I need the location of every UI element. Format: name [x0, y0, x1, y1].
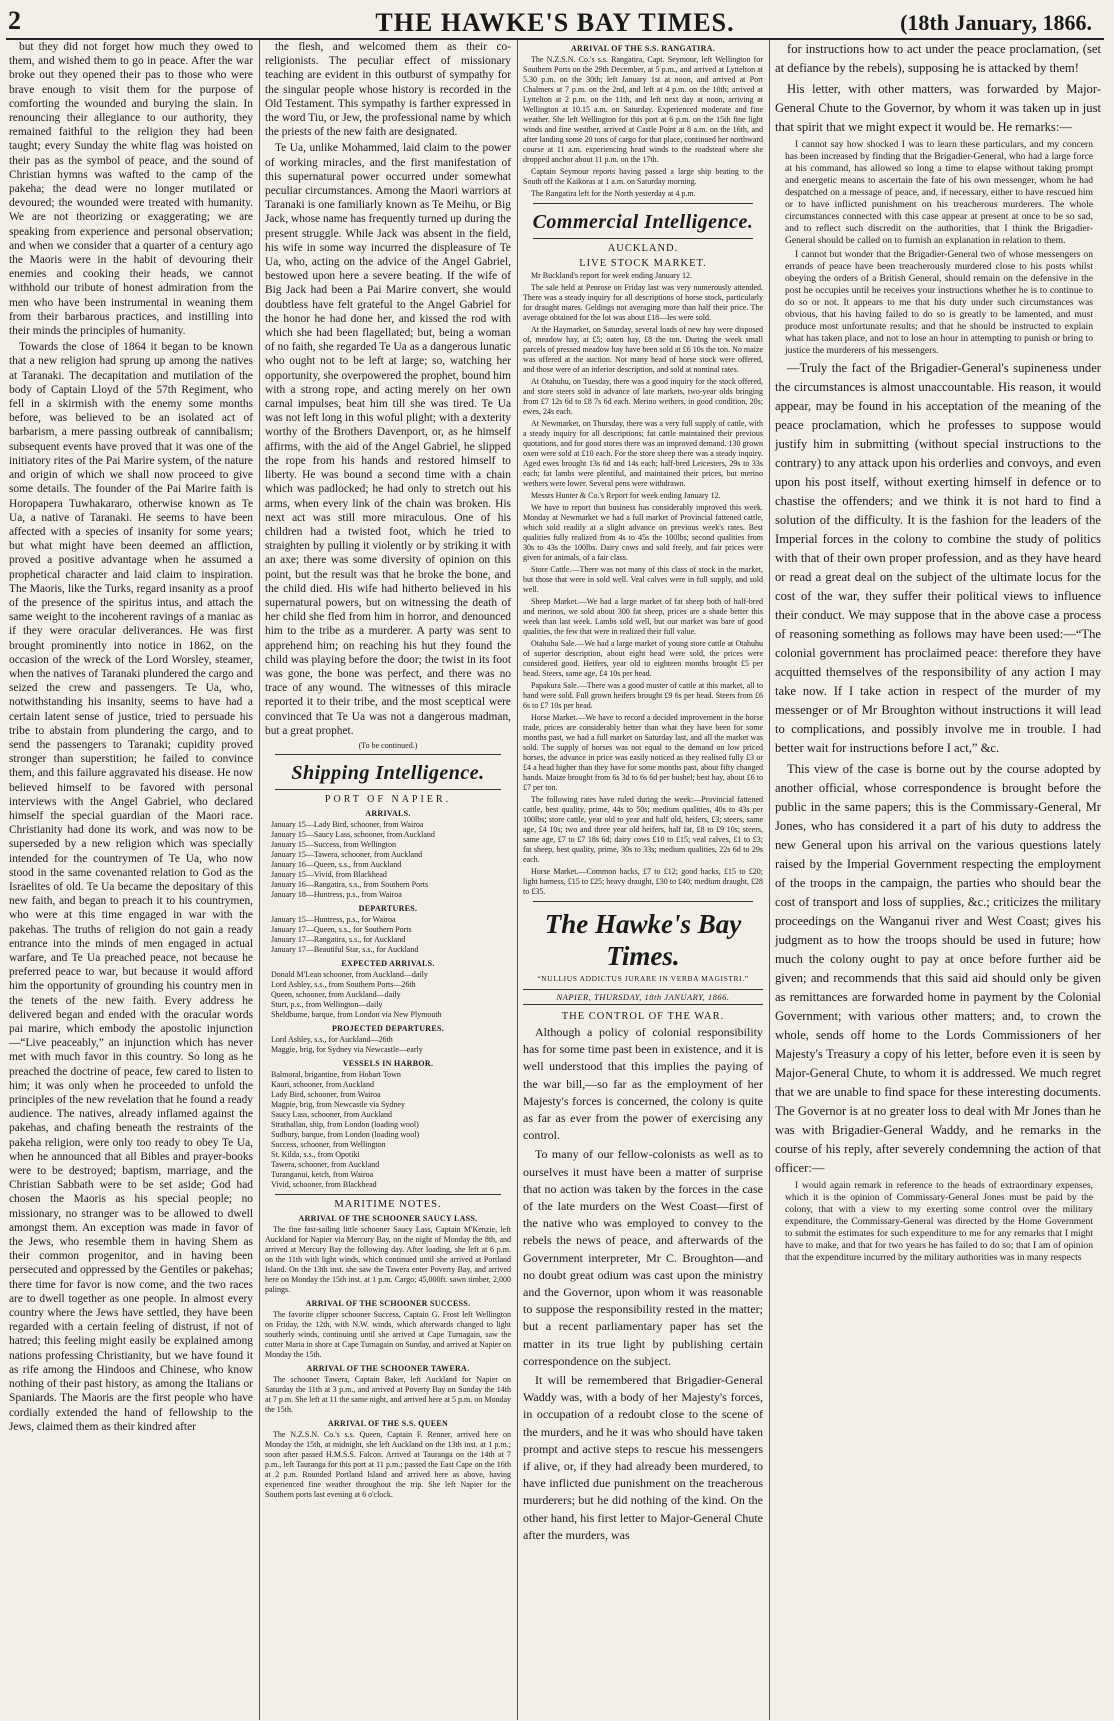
vessel-entry: Turanganui, ketch, from Wairoa [271, 1169, 374, 1179]
column-4 [772, 40, 1104, 1720]
market-paragraph: At Otahuhu, on Tuesday, there was a good inquiry for the stock offered, and store steers sold in advance of late markets, two-year olds bringing from £7 12s 6d to £8 7s 6d each. Merino wethers, in good condition, 20s; ewes, 24s each. [523, 377, 763, 416]
market-paragraph: Messrs Hunter & Co.'s Report for week ending January 12. [531, 491, 721, 500]
section-rule [533, 901, 753, 902]
masthead [6, 6, 1104, 40]
vessel-entry: St. Kilda, s.s., from Opotiki [271, 1149, 360, 1159]
leader-paragraph: Although a policy of colonial responsibility has for some time past been in existence, and it is well understood that this implies the paying of the war bill,—so far as the employment of her Majesty's forces is concerned, the colony is quite as far as ever from the power of exercising any control. [523, 1025, 763, 1143]
news-paragraph: The N.Z.S.N. Co.'s s.s. Rangatira, Capt. Seymour, left Wellington for Southern Ports on the 29th December, at 5 p.m., and arrived at Lyttelton at 5.30 p.m. on the 30th; left January 1st at noon, and arrived at Port Chalmers at 7 p.m. on the 2nd, and left at 4 p.m. on the 10th; arrived at Lyttelton at 2 p.m. on the 11th, and left next day at noon, arriving at Wellington at 10.15 a.m. on Saturday. Experienced moderate and fine weather. She left Wellington for this port at 6 p.m. on the 15th fine light winds and fine weather, arrived at Castle Point at 8 a.m. on the 16th, and after landing some 20 tons of cargo for that place, continued her northward course at 11 a.m. experiencing head winds to the roadstead where she dropped anchor about 11 p.m. on the 17th. [523, 55, 763, 164]
projected-heading: PROJECTED DEPARTURES. [331, 1023, 445, 1033]
arrivals-list [265, 820, 511, 900]
vessel-entry: Balmoral, brigantine, from Hobart Town [271, 1069, 401, 1079]
quoted-letter: I would again remark in reference to the heads of extraordinary expenses, which it is the opinion of Commissary-General Jones must be paid by the colony, that with a view to my exerting some control over the military expenditure, the Commissary-General was directed by the Home Government to submit the estimates for such expenditure to me for any remarks that I might have to make, and that for two years he has failed to do so; that I am of opinion that the expenditure incurred by the military authorities was in many respects [785, 1180, 1093, 1263]
column-2 [262, 40, 514, 1720]
auckland-heading: AUCKLAND. [607, 243, 679, 254]
market-paragraph: Otahuhu Sale.—We had a large market of young store cattle at Otahuhu of superior description, about eight head were sold, the prices were considered good. Heifers, year old to eighteen months brought £5 per head. Steers, same age, £4 10s per head. [523, 639, 763, 678]
leader-paragraph: To many of our fellow-colonists as well as to ourselves it must have been a matter of surprise that no action was taken by the forces in the case of the late murders on the West Coast—first of the native who was employed to convey to the rebels the news of peace, and afterwards of the Government interpreter, Mr C. Broughton—and no doubt great odium was cast upon the ministry and the Governor, upon whom it was reasonable to suppose the responsibility rested in the matter; but a recent parliamentary paper has set the matter in its true light by publishing certain correspondence on the subject. [523, 1147, 763, 1368]
vessel-entry: Vivid, schooner, from Blackhead [271, 1179, 377, 1189]
vessel-entry: Kauri, schooner, from Auckland [271, 1079, 374, 1089]
leader-paragraph: for instructions how to act under the peace proclamation, (set at defiance by the rebels), supposing he is attacked by them! [775, 42, 1101, 75]
market-paragraph: Horse Market.—We have to record a decided improvement in the horse trade, prices are considerably better than what they have been for some months past, we had a full market on Saturday last, and all the market was sold. The supply of horses was not equal to the demand on low priced horses, the advance in price was easily noticed as they realised fully £3 or £4 a head higher than they have for some months past, about fifty changed hands. Maize brought from 6s 3d to 6s 6d per bushel; best hay, about £6 to £7 per ton. [523, 713, 763, 792]
maritime-note-text: The favorite clipper schooner Success, Captain G. Frost left Wellington on Friday, the 12th, with N.W. winds, which afterwards changed to light southerly winds, continuing until she arrived at Cape Turnagain, saw the cutter Maria in shore at Cape Turnagain on Sunday, and arrived at Napier on Monday the 15th. [265, 1309, 511, 1359]
arrivals-heading: ARRIVALS. [365, 808, 411, 818]
section-rule [533, 203, 753, 204]
expected-arrival-entry: Lord Ashley, s.s., from Southern Ports—26th [271, 979, 416, 989]
livestock-heading: LIVE STOCK MARKET. [579, 258, 707, 269]
arrival-entry: January 15—Saucy Lass, schooner, from Auckland [271, 829, 435, 839]
quoted-letter: I cannot say how shocked I was to learn these particulars, and my concern has been increased by finding that the Brigadier-General, who had a large force at his command, has allowed so long a time to elapse without taking prompt and energetic means to ascertain the fate of his own messenger, whom he had despatched on a message of peace, and, if necessary, either to have rescued him or to have inflicted punishment on his treacherous murderers. The whole circumstances connected with this case appear at present at once to be so sad, and to reflect such discredit on the authorities, that I think the Brigadier-General should be called on to furnish an explanation in relation to them. [785, 139, 1093, 246]
quoted-letter: I cannot but wonder that the Brigadier-General two of whose messengers on errands of peace have been treacherously murdered close to his posts whilst obeying the orders of a British General, should remain on the defensive in the post he occupies until he receives your instructions whether he is to continue to do so or not. It appears to me that his duty under such circumstances was obvious, that his having failed to do so is greatly to be lamented, and must produce most unfortunate results; and that he should be instructed to explain what has taken place, and not to lose an hour in attempting to punish or bring to justice the murderers of his messengers. [785, 249, 1093, 356]
projected-list [265, 1035, 511, 1055]
vessel-entry: Lady Bird, schooner, from Wairoa [271, 1089, 381, 1099]
column-divider [769, 40, 770, 1720]
maritime-note-heading: ARRIVAL OF THE S.S. QUEEN [327, 1418, 449, 1428]
market-paragraph: The following rates have ruled during the week:—Provincial fattened cattle, best quality, prime, 44s to 50s; medium qualities, 40s to 43s per 100lbs; store cattle, year old to year and half old, heifers, £3; steers, same age, £4 10s; two and three year old heifers, half fat, £8 to £9 10s; steers, same age, £7 to £7 18s 6d; dairy cows £10 to £15; veal calves, £1 to £3; fat sheep, best quality, prime, 30s to 33s; medium qualities, 22s 6d to 29s each. [523, 795, 763, 864]
arrival-entry: January 15—Lady Bird, schooner, from Wairoa [271, 819, 424, 829]
market-paragraph: At the Haymarket, on Saturday, several loads of new hay were disposed of, meadow hay, at £5; oaten hay, £8 the ton. During the week small parcels of pressed meadow hay have been sold at £6 10s the ton. No maize was offered at the auction. Not many head of horse stock were offered, and those were of an inferior description, and sold at nominal rates. [523, 325, 763, 374]
vessel-entry: Sudbury, barque, from London (loading wool) [271, 1129, 420, 1139]
leader-paragraph: His letter, with other matters, was forwarded by Major-General Chute to the Governor, by whom it was taken up in just that spirit that we might expect it would be. He remarks:— [775, 82, 1101, 134]
expected-arrival-entry: Donald M'Lean schooner, from Auckland—daily [271, 969, 428, 979]
rangatira-heading: ARRIVAL OF THE S.S. RANGATIRA. [570, 44, 716, 53]
departure-entry: January 15—Huntress, p.s., for Wairoa [271, 914, 396, 924]
vessel-entry: Tawera, schooner, from Auckland [271, 1159, 380, 1169]
arrival-entry: January 15—Success, from Wellington [271, 839, 396, 849]
maritime-note-heading: ARRIVAL OF THE SCHOONER SUCCESS. [305, 1298, 471, 1308]
expected-arrival-entry: Sturt, p.s., from Wellington—daily [271, 999, 383, 1009]
expected-arrival-entry: Sheldburne, barque, from London via New Plymouth [271, 1009, 442, 1019]
maritime-note-text: The N.Z.S.N. Co.'s s.s. Queen, Captain F. Renner, arrived here on Monday the 15th, at midnight, she left Auckland on the 13th inst. at 1 p.m.; soon after passed H.M.S.S. Falcon. Arrived at Tauranga on the 14th at 7 p.m., left Tauranga for this port at 11 p.m.; passed the East Cape on the 16th at 2 p.m. Rounded Portland Island and arrived here as above, having experienced fine weather throughout the trip. She left Napier for the Southern ports last evening at 6 o'clock. [265, 1429, 511, 1499]
article-paragraph: Te Ua, unlike Mohammed, laid claim to the power of working miracles, and the first manifestation of this supernatural power occurred under somewhat peculiar circumstances. Among the Maori warriors at Taranaki is one familiarly known as Te Meihu, or Big Jack, whose name has frequently turned up during the present struggle. While Jack was absent in the field, his wife in some way incurred the displeasure of Te Ua, who, acting on the advice of the Angel Gabriel, bestowed upon here a severe beating. If the wife of Big Jack had been a Pai Marire convert, she would doubtless have felt grateful to the Angel Gabriel for the honor he had done her, and kissed the rod with which she had been flagellated; but, being a woman of no faith, she regarded Te Ua as a dangerous lunatic who ought not to be left at large; so, watching her opportunity, she overpowered the prophet, bound him with a strong rope, and acting merely on her own carnal impulses, beat him till she was tired. Te Ua was not left long in this woful plight; with a dexterity worthy of the Brothers Davenport, or, as he himself affirms, with the aid of the Angel Gabriel, he slipped the rope from his hands and restored himself to liberty. He was bound a second time with a chain which was padlocked; he had only to stretch out his arms, when every link of the chain was broken. His next act was still more miraculous. One of his children had a twisted foot, which he tried to straighten by pulling it violently or by striking it with an axe; there was some diversity of opinion on this point, but the result was that he broke the bone, and the child died. His wife had hitherto believed in his supernatural powers, but on witnessing the death of her child she fled from him in horror, and denounced him to the tribe as a murderer. A party was sent to apprehend him; on reaching his hut they found the child was playing before the door; the twist in its foot was gone, the bone was perfect, and there was no trace of any wound. The witnesses of this miracle reported it to their tribe, and the most sceptical were convinced that Te Ua was not a dangerous madman, but a great prophet. [265, 142, 511, 737]
expected-list [265, 970, 511, 1020]
editorial-dateline: NAPIER, THURSDAY, 18th JANUARY, 1866. [523, 989, 763, 1005]
section-rule [533, 238, 753, 239]
expected-heading: EXPECTED ARRIVALS. [341, 958, 435, 968]
leader-paragraph: This view of the case is borne out by the course adopted by another official, whose correspondence is brought before the public in the same papers; this is the Commissary-General, Mr Jones, who has considered it a part of his duty to address the new General upon his arrival on the various questions lately raised by the Imperial Government respecting the employment of the troops in the campaign, the parties who should bear the cost of transport and loss of supplies, &c.; criticizes the military proceedings on the Wanganui river and West Coast; gives his judgment as to how the troops should be used in future; how much the colony ought to pay at once before further aid be given; and recommends that this said aid should only be given as remittances are forwarded home in payment by the Colonial Government; with various other matters; and, to crown the whole, sends off home to the Lords Commissioners of her Majesty's Treasury a copy of his letter, before even it is seen by Major-General Chute, to whom it is addressed. We much regret that we are unable to find space for these interesting documents. The Governor is at no greater loss to deal with Mr Jones than he was with Brigadier-General Waddy, and he remarks in the course of his reply, after severely condemning the action of that officer:— [775, 762, 1101, 1175]
arrival-entry: January 16—Rangatira, s.s., from Southern Ports [271, 879, 429, 889]
maritime-note-heading: ARRIVAL OF THE SCHOONER SAUCY LASS. [298, 1213, 478, 1223]
arrival-entry: January 15—Tawera, schooner, from Auckland [271, 849, 423, 859]
maritime-note-text: The schooner Tawera, Captain Baker, left Auckland for Napier on Saturday the 11th at 3 p.m., and arrived at Poverty Bay on Sunday the 14th at 7 p.m. She left at 11 the same night, and arrived here at 5 p.m. on Monday the 15th. [265, 1374, 511, 1414]
newspaper-title: THE HAWKE'S BAY TIMES. [375, 8, 735, 37]
market-paragraph: At Newmarket, on Thursday, there was a very full supply of cattle, with a steady inquiry for all descriptions; fat cattle maintained their previous quotations, and for good stores there was an improved demand. 130 grown oxen were sold at £10 each. For the store sheep there was a steady inquiry. Aged ewes brought 13s 6d and 14s each; half-bred Leicesters, 29s to 33s each; fat lambs were plentiful, and maintained their prices, but merino wethers were lower. Several pens were withdrawn. [523, 419, 763, 488]
market-paragraph: Mr Buckland's report for week ending January 12. [531, 271, 692, 280]
market-paragraph: We have to report that business has considerably improved this week. Monday at Newmarket we had a full market of Provincial fattened cattle, which sold readily at a slight advance on previous week's rates. Best qualities fully realized from 4s to 45s the 100lbs; second qualities from 30s to 43s the 100lbs. Dairy cows and sold freely, and fair prices were given for animals, of a fair class. [523, 503, 763, 562]
vessel-entry: Magpie, brig, from Newcastle via Sydney [271, 1099, 405, 1109]
market-paragraph: Store Cattle.—There was not many of this class of stock in the market, but those that were in sold well. Veal calves were in full supply, and sold well. [523, 565, 763, 594]
section-rule [275, 789, 501, 790]
editorial-paper-title: The Hawke's Bay Times. [544, 909, 742, 971]
shipping-heading: Shipping Intelligence. [291, 761, 485, 784]
column-divider [259, 40, 260, 1720]
vessels-list [265, 1070, 511, 1190]
departures-list [265, 915, 511, 955]
projected-departure-entry: Maggie, brig, for Sydney via Newcastle—early [271, 1044, 423, 1054]
vessel-entry: Saucy Lass, schooner, from Auckland [271, 1109, 392, 1119]
column-divider [517, 40, 518, 1720]
maritime-heading: MARITIME NOTES. [334, 1198, 442, 1210]
departure-entry: January 17—Rangatira, s.s., for Auckland [271, 934, 406, 944]
arrival-entry: January 18—Huntress, p.s., from Wairoa [271, 889, 402, 899]
section-rule [275, 754, 501, 755]
leader-heading: THE CONTROL OF THE WAR. [561, 1011, 725, 1022]
article-paragraph: but they did not forget how much they owed to them, and wished them to go in peace. After the war broke out they opened their pas to those who were brave enough to visit them for the purpose of comforting the wounded and burying the slain. In renouncing their allegiance to our authority, they remained faithful to the religion they had been taught; every Sunday the white flag was hoisted on their pas as the symbol of peace, and the sound of Christian hymns was wafted to the camp of the pakeha; the dead were no longer mutilated or devoured; the wounded were treated with humanity. We are not theorizing or exaggerating; we are speaking from experience and personal observation; and when we consider that a quarter of a century ago the Maoris were in the habit of devouring their enemies and cooking their heads, we cannot withhold our tribute of honest admiration from the men who have been instrumental in weaning them from their barbarous practices, and instilling into their minds the principles of humanity. [9, 41, 253, 338]
vessels-heading: VESSELS IN HARBOR. [342, 1058, 434, 1068]
news-paragraph: Captain Seymour reports having passed a large ship beating to the South off the Kaikoras at 1 a.m. on Saturday morning. [523, 167, 763, 186]
motto: “NULLIUS ADDICTUS JURARE IN VERBA MAGISTRI.” [537, 974, 749, 983]
market-paragraph: Sheep Market.—We had a large market of fat sheep both of half-bred and merinos, we sold about 300 fat sheep, prices are a shade better this week than last week. Lambs sold well, but our market was bare of good qualities, the few that were in realized their full value. [523, 597, 763, 636]
vessel-entry: Success, schooner, from Wellington [271, 1139, 386, 1149]
port-heading: PORT OF NAPIER. [324, 793, 452, 805]
expected-arrival-entry: Queen, schooner, from Auckland—daily [271, 989, 401, 999]
arrival-entry: January 16—Queen, s.s., from Auckland [271, 859, 402, 869]
leader-paragraph: —Truly the fact of the Brigadier-General's supineness under the circumstances is almost unaccountable. His reason, it would appear, may be found in his acceptation of the meaning of the peace proclamation, which he professes to suppose would justify him in submitting (without special instructions to the contrary) to any attack upon his orderlies and convoys, and even upon his post itself, without exerting himself in defence or to chastise the offenders; and we think it is not hard to find a solution of the difficulty. It is the fashion for the leaders of the Imperial forces in the colony to combine the study of politics with that of their own proper profession, and as they have heard or read a great deal on the subject of the ultimate locus for the cost of the war, they suffer their political views to influence their conduct. We may suppose that in the above case a process of reasoning something as follows may have been used:—“The colonial government has proclaimed peace: therefore they have acquitted themselves of the responsibility of any action I may take now. If I take action in respect of the murder of my messenger or of Mr Broughton without instructions it will lead to complications, and possibly involve me in trouble. I had better wait for instructions before I act,” &c. [775, 361, 1101, 755]
projected-departure-entry: Lord Ashley, s.s., for Auckland—26th [271, 1034, 393, 1044]
issue-date: (18th January, 1866. [900, 10, 1092, 35]
article-paragraph: Towards the close of 1864 it began to be known that a new religion had sprung up among the natives at Taranaki. The decapitation and mutilation of the body of Captain Lloyd of the 57th Regiment, who fell in a skirmish with the enemy some months before, was believed to be an isolated act of barbarism, a mere passing outbreak of cannibalism; subsequent events have proved that it was one of the initiatory rites of the Pai Marire system, of the nature and origin of which we shall now proceed to give some details. The founder of the Pai Marire faith is Horopapera Tuwhakararo, otherwise known as Te Ua, a native of Taranaki. He seems to have been affected with a species of insanity for some years; but what might have been deemed an affliction, proved a positive advantage when he assumed a prophetical character and laid claim to inspiration. The Maoris, like the Turks, regard insanity as a proof of the presence of the spiritus intus, and attach the same weight to the incoherent ravings of a maniac as if they were oracular deliverances. He was first brought prominently into notice in 1862, on the occasion of the wreck of the Lord Worsley, steamer, when the natives of Taranaki plundered the cargo and seized the crew and passengers. Te Ua, who, notwithstanding his insanity, seems to have had a certain latent sense of justice, tried to persuade his tribe to abstain from plundering the cargo, and to send the passengers to Taranaki; cupidity proved stronger than superstition; he failed to convince them, and this failure aggravated his disease. He now believed himself to be favored with personal interviews with the Angel Gabriel, who declared himself the special guardian of the Maori race. Christianity had done its work, and was now to be superseded by a new religion which was specially intended for the countrymen of Te Ua, who now stood in the same covenanted relation to God as the Israelites of old. Te Ua became the depositary of this new faith, and began to preach it to his countrymen, who were at this time engaged in war with the pakehas. The truths of religion do not gain a ready entrance into the minds of men engaged in actual warfare, and Te Ua preached peace, not because he preferred peace to war, but because it would afford him the opportunity of grounding his country men in the tenets of the new faith. Every address he delivered began and ended with the oracular words pai marire, which embody the apostolic injunction—“Live peaceably,” an injunction which has never met with much favor in this country. So long as he preached the doctrine of peace, few cared to listen to him; it was only when he proceeded to unfold the principles of the new revelation that he found a ready audience. The natives, already inflamed against the pakehas, and chafing beneath the restraints of the pakeha religion, were only too ready to obey Te Ua, when he announced that all Bibles and prayer-books were to be destroyed; baptism, marriage, and the Christian Sabbath were to be set aside; God had chosen the Maoris as his special people; no missionary, no stranger was to be allowed to dwell amongst them. An exception was made in favor of the Jews, who resemble them in having Shem as their common progenitor, and in having been persecuted and oppressed by the Gentiles or pakehas; there time for favor is now come, and the two races are to dwell together as one people. In almost every country where the Jews have settled, they have been regarded with a certain feeling of distrust, if not of hatred; this feeling might easily be explained among nations professing Christianity, but we have found it as rife among the Hindoos and Chinese, who know nothing of their past history, as among the Italians or Spaniards. The Maoris are the first people who have cordially extended the hand of fellowship to the Jews, claimed them as their kindred after [9, 341, 253, 1433]
arrival-entry: January 15—Vivid, from Blackhead [271, 869, 387, 879]
maritime-note-heading: ARRIVAL OF THE SCHOONER TAWERA. [306, 1363, 470, 1373]
maritime-notes [265, 1214, 511, 1500]
market-report [523, 271, 763, 897]
vessel-entry: Strathallan, ship, from London (loading wool) [271, 1119, 419, 1129]
departures-heading: DEPARTURES. [358, 903, 418, 913]
leader-paragraph: It will be remembered that Brigadier-General Waddy was, with a body of her Majesty's forces, in occupation of a redoubt close to the scene of the murders, and he it was who should have taken prompt and active steps to rescue his messengers if alive, or, if they had already been murdered, to have inflicted due punishment on the treacherous murderers; but he did nothing of the kind. On the other hand, his first letter to Major-General Chute after the murders, was [523, 1373, 763, 1542]
column-area [6, 40, 1104, 1720]
market-paragraph: Horse Market.—Common hacks, £7 to £12; good hacks, £15 to £20; light harness, £15 to £25; heavy draught, £30 to £40; medium draught, £28 to £35. [523, 867, 763, 896]
market-paragraph: The sale held at Penrose on Friday last was very numerously attended. There was a steady inquiry for all descriptions of horse stock, particularly for draught mares. Geldings not averaging more than half their price. The average obtained for the lot was about £18—les were sold. [523, 283, 763, 322]
column-1 [6, 40, 256, 1720]
page-number: 2 [8, 6, 21, 35]
departure-entry: January 17—Beautiful Star, s.s., for Auckland [271, 944, 419, 954]
maritime-note-text: The fine fast-sailing little schooner Saucy Lass, Captain M'Kenzie, left Auckland for Napier via Mercury Bay, on the night of Monday the 8th, and arrived at Mercury Bay the following day. After loading, she left at 6 p.m. on the 11th with light winds, which continued until she arrived at Portland Island. On the 13th inst. she saw the Tawera enter Poverty Bay, and arrived here on Monday the 15th inst. at 1 p.m. Cargo; 45,000ft. sawn timber, 2,000 palings. [265, 1224, 511, 1294]
article-paragraph: the flesh, and welcomed them as their co-religionists. The peculiar effect of missionary teaching are evident in this outburst of sympathy for the singular people whose history is recorded in the Old Testament. This sympathy is farther expressed in the word Tiu, or Jew, the professional name by which the priests of the new faith are designated. [265, 41, 511, 139]
section-rule [275, 1194, 501, 1195]
column-3 [520, 40, 766, 1720]
departure-entry: January 17—Queen, s.s., for Southern Ports [271, 924, 412, 934]
news-paragraph: The Rangatira left for the North yesterday at 4 p.m. [531, 189, 696, 198]
commercial-heading: Commercial Intelligence. [532, 211, 754, 233]
continued-note: (To be continued.) [358, 740, 418, 750]
market-paragraph: Papakura Sale.—There was a good muster of cattle at this market, all to hand were sold. Full grown heifers brought £9 6s per head. Steers from £6 6s to £7 10s per head. [523, 681, 763, 710]
